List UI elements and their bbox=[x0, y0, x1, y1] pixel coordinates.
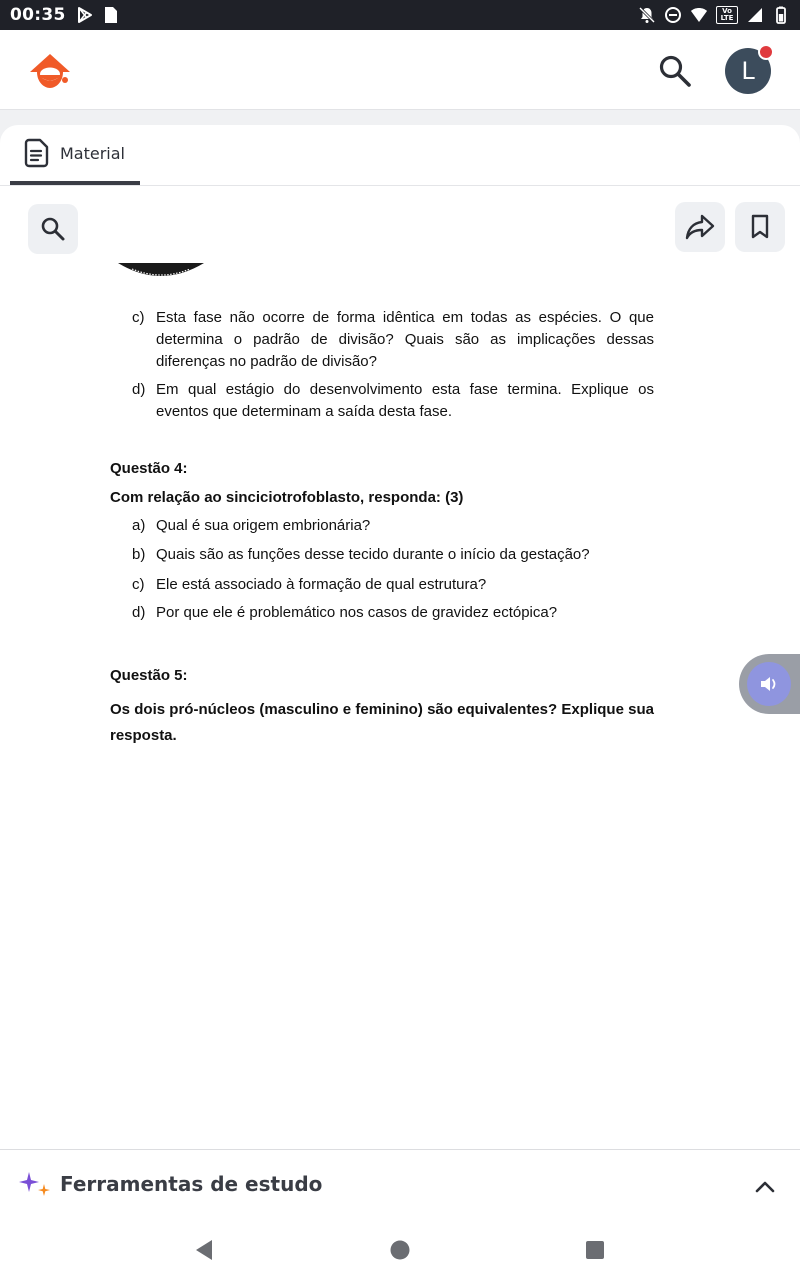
list-item bbox=[132, 379, 654, 423]
audio-drawer bbox=[739, 654, 800, 714]
search-icon bbox=[658, 54, 692, 88]
bookmark-button[interactable] bbox=[735, 202, 785, 252]
system-nav-bar bbox=[0, 1221, 800, 1280]
item-marker: c) bbox=[132, 309, 145, 326]
tab-material[interactable] bbox=[10, 125, 140, 185]
back-icon[interactable] bbox=[192, 1238, 216, 1262]
tab-bar bbox=[0, 125, 800, 186]
audio-button[interactable] bbox=[747, 662, 791, 706]
item-text: Por que ele é problemático nos casos de gravidez ectópica? bbox=[156, 604, 558, 621]
question-4-subtitle: Com relação ao sinciciotrofoblasto, responda: (3) bbox=[110, 489, 464, 506]
notifications-off-icon bbox=[638, 6, 656, 24]
content-card bbox=[0, 125, 800, 1149]
do-not-disturb-icon bbox=[664, 6, 682, 24]
question-5-title: Questão 5: bbox=[110, 667, 188, 684]
battery-icon bbox=[772, 6, 790, 24]
search-icon bbox=[40, 216, 66, 242]
document-search-button[interactable] bbox=[28, 204, 78, 254]
cut-off-figure bbox=[118, 263, 204, 281]
recents-icon[interactable] bbox=[583, 1238, 607, 1262]
item-marker: b) bbox=[132, 546, 146, 563]
share-icon bbox=[685, 213, 715, 241]
list-item bbox=[132, 544, 654, 566]
tab-label: Material bbox=[60, 143, 125, 163]
list-item bbox=[132, 602, 654, 624]
top-search-button[interactable] bbox=[654, 50, 696, 92]
status-time: 00:35 bbox=[10, 5, 66, 25]
study-tools-sheet[interactable] bbox=[0, 1149, 800, 1221]
item-text: Quais são as funções desse tecido durante o início da gestação? bbox=[156, 546, 590, 563]
wifi-icon bbox=[690, 6, 708, 24]
volte-icon: Vo LTE bbox=[716, 6, 738, 24]
bookmark-icon bbox=[749, 214, 771, 240]
notification-badge bbox=[758, 44, 774, 60]
item-marker: d) bbox=[132, 604, 146, 621]
study-tools-label: Ferramentas de estudo bbox=[60, 1172, 323, 1196]
avatar-initial: L bbox=[741, 57, 755, 85]
question-5-text: Os dois pró-núcleos (masculino e feminino) são equivalentes? Explique sua resposta. bbox=[110, 701, 654, 744]
sparkle-icon bbox=[18, 1170, 52, 1200]
chevron-up-icon[interactable] bbox=[752, 1174, 778, 1200]
play-store-icon bbox=[76, 6, 94, 24]
item-marker: c) bbox=[132, 576, 145, 593]
share-button[interactable] bbox=[675, 202, 725, 252]
home-icon[interactable] bbox=[388, 1238, 412, 1262]
item-text: Em qual estágio do desenvolvimento esta fase termina. Explique os eventos que determinam a saída desta fase. bbox=[156, 381, 654, 420]
document-icon bbox=[24, 138, 50, 168]
list-item bbox=[132, 307, 654, 373]
item-marker: d) bbox=[132, 381, 146, 398]
list-item bbox=[132, 515, 654, 537]
app-bar bbox=[0, 30, 800, 110]
speaker-icon bbox=[758, 673, 780, 695]
status-bar bbox=[0, 0, 800, 30]
item-text: Qual é sua origem embrionária? bbox=[156, 517, 371, 534]
file-icon bbox=[102, 6, 120, 24]
signal-icon bbox=[746, 6, 764, 24]
item-text: Esta fase não ocorre de forma idêntica em todas as espécies. O que determina o padrão de divisão? Quais são as implicações dessas diferenças no padrão de divisão? bbox=[156, 309, 654, 370]
question-4-title: Questão 4: bbox=[110, 460, 188, 477]
list-item bbox=[132, 574, 654, 596]
item-marker: a) bbox=[132, 517, 146, 534]
brand-logo-icon[interactable] bbox=[28, 52, 72, 90]
item-text: Ele está associado à formação de qual estrutura? bbox=[156, 576, 487, 593]
